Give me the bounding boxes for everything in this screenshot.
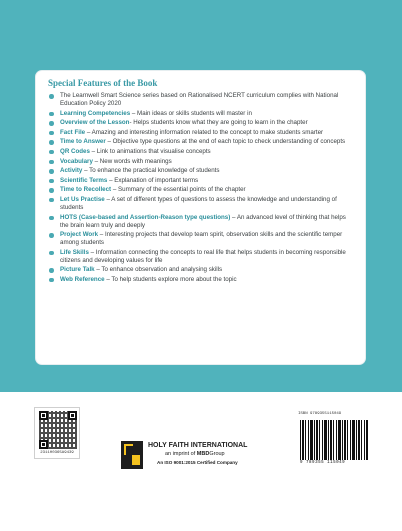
feature-term: Time to Recollect	[60, 186, 112, 194]
feature-item	[48, 214, 355, 230]
features-title: Special Features of the Book	[48, 78, 158, 88]
feature-description: – An advanced level of thinking that helps the brain learn truly and deeply	[60, 213, 346, 229]
special-features-box	[35, 70, 366, 365]
feature-term: Scientific Terms	[60, 176, 108, 184]
feature-item	[48, 138, 355, 146]
bullet-icon	[49, 150, 54, 155]
feature-description: – Link to animations that visualise concepts	[89, 147, 211, 155]
feature-term: Picture Talk	[60, 266, 95, 274]
isbn-text: ISBN 9789355115049	[298, 412, 342, 416]
bullet-icon	[49, 140, 54, 145]
bullet-icon	[49, 278, 54, 283]
feature-term: Project Work	[60, 231, 99, 239]
bullet-icon	[49, 112, 54, 117]
bullet-icon	[49, 94, 54, 99]
publisher-imprint	[165, 451, 225, 457]
feature-term: Vocabulary	[60, 157, 93, 165]
publisher-name: HOLY FAITH INTERNATIONAL	[148, 442, 248, 449]
qr-finder-icon	[39, 411, 48, 420]
bullet-icon	[49, 179, 54, 184]
feature-term: QR Codes	[60, 147, 90, 155]
feature-list	[48, 92, 355, 284]
publisher-block	[121, 440, 281, 474]
imprint-suffix: Group	[209, 451, 225, 457]
feature-item	[48, 196, 355, 212]
feature-description: – To help students explore more about the topic	[104, 275, 237, 283]
imprint-brand: MBD	[196, 451, 210, 457]
feature-description: – To enhance observation and analysing skills	[94, 266, 223, 274]
feature-description: – Summary of the essential points of the chapter	[111, 186, 246, 194]
bullet-icon	[49, 121, 54, 126]
feature-item	[48, 177, 355, 185]
feature-term: Learning Competencies	[60, 109, 131, 117]
bullet-icon	[49, 188, 54, 193]
qr-code-block	[34, 407, 80, 459]
feature-item	[48, 186, 355, 194]
feature-item	[48, 167, 355, 175]
feature-item	[48, 119, 355, 127]
bullet-icon	[49, 198, 54, 203]
imprint-prefix: an imprint of	[165, 451, 197, 457]
barcode-digits: 9 789355 115049	[300, 461, 346, 465]
feature-description: – Main ideas or skills students will master in	[130, 109, 252, 117]
feature-item	[48, 266, 355, 274]
feature-item	[48, 231, 355, 247]
feature-item	[48, 129, 355, 137]
feature-description: – A set of different types of questions to assess the knowledge and understanding of students	[60, 195, 337, 211]
feature-term: Time to Answer	[60, 138, 106, 146]
bullet-icon	[49, 233, 54, 238]
feature-term: Web Reference	[60, 275, 105, 283]
qr-caption: 2311H0365A9439	[40, 451, 74, 455]
feature-description: The Learnwell Smart Science series based on Rationalised NCERT curriculum complies with National Education Policy 2020	[60, 92, 339, 107]
bullet-icon	[49, 251, 54, 256]
bullet-icon	[49, 268, 54, 273]
feature-item	[48, 158, 355, 166]
barcode-icon	[300, 420, 368, 460]
feature-term: Fact File	[60, 128, 86, 136]
feature-term: HOTS (Case-based and Assertion-Reason type questions)	[60, 213, 231, 221]
feature-term: Activity	[60, 167, 83, 175]
bullet-icon	[49, 216, 54, 221]
feature-term: Life Skills	[60, 248, 89, 256]
feature-term: Let Us Practise	[60, 195, 105, 203]
publisher-logo-icon	[121, 441, 143, 469]
feature-description: – Amazing and interesting information related to the concept to make students smarter	[85, 128, 324, 136]
feature-term: Overview of the Lesson	[60, 119, 130, 127]
feature-item	[48, 148, 355, 156]
feature-item	[48, 92, 355, 108]
feature-description: – Information connecting the concepts to real life that helps students in becoming responsible citizens and developing values for life	[60, 248, 346, 264]
bullet-icon	[49, 160, 54, 165]
feature-description: – Explanation of important terms	[107, 176, 199, 184]
publisher-iso: An ISO 9001:2015 Certified Company	[157, 460, 238, 465]
bullet-icon	[49, 131, 54, 136]
feature-description: – New words with meanings	[92, 157, 172, 165]
feature-item	[48, 249, 355, 265]
feature-description: - Helps students know what they are going to learn in the chapter	[129, 119, 308, 127]
feature-description: – Objective type questions at the end of each topic to check understanding of concepts	[105, 138, 346, 146]
feature-description: – Interesting projects that develop team spirit, observation skills and the scientific temper among students	[60, 231, 343, 247]
bullet-icon	[49, 169, 54, 174]
isbn-barcode	[296, 412, 372, 468]
qr-finder-icon	[68, 411, 77, 420]
feature-item	[48, 276, 355, 284]
qr-finder-icon	[39, 440, 48, 449]
feature-description: – To enhance the practical knowledge of students	[82, 167, 220, 175]
feature-item	[48, 110, 355, 118]
